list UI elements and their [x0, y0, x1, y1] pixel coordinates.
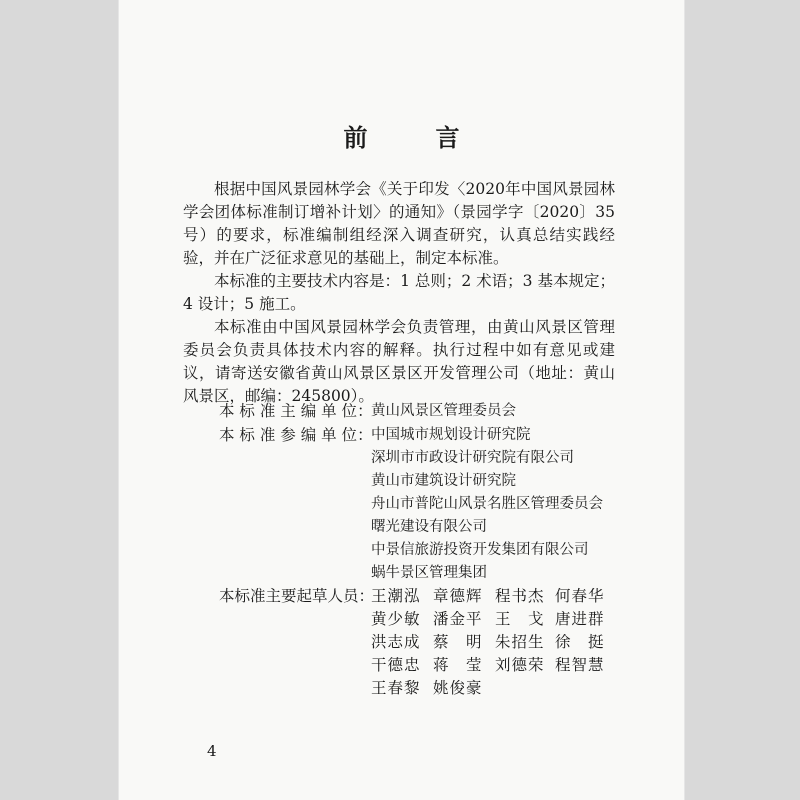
- drafter-name: 何春华: [555, 587, 605, 605]
- preface-paragraph-1: 根据中国风景园林学会《关于印发〈2020年中国风景园林学会团体标准制订增补计划〉的通知》（景园学字〔2020〕35号）的要求，标准编制组经深入调查研究，认真总结实践经验，并在广泛征求意见的基础上，制定本标准。: [183, 180, 615, 267]
- drafter-name: 刘德荣: [495, 656, 545, 674]
- preface-paragraph-2: 本标准的主要技术内容是：1 总则；2 术语；3 基本规定；4 设计；5 施工。: [183, 272, 615, 313]
- drafter-name: 潘金平: [433, 610, 483, 628]
- participating-unit: 舟山市普陀山风景名胜区管理委员会: [371, 496, 603, 512]
- drafter-name: 程智慧: [555, 656, 605, 674]
- drafter-name: 王潮泓: [371, 587, 421, 605]
- document-page: [118, 0, 685, 800]
- participating-unit: 黄山市建筑设计研究院: [371, 473, 516, 489]
- participating-unit: 蜗牛景区管理集团: [371, 565, 487, 581]
- drafter-name: 章德辉: [433, 587, 483, 605]
- drafter-name: 洪志成: [371, 633, 421, 651]
- drafter-name: 姚俊豪: [433, 679, 483, 697]
- drafters-label: 本标准主要起草人员：: [219, 587, 375, 605]
- preface-paragraph-3: 本标准由中国风景园林学会负责管理，由黄山风景区管理委员会负责具体技术内容的解释。执行过程中如有意见或建议，请寄送安徽省黄山风景区景区开发管理公司（地址：黄山风景区，邮编：245800）。: [183, 318, 615, 405]
- participating-unit: 曙光建设有限公司: [371, 519, 487, 535]
- page-number: 4: [207, 742, 217, 760]
- drafter-name: 黄少敏: [371, 610, 421, 628]
- drafter-name: 蔡 明: [433, 633, 483, 651]
- participating-units-label: 本 标 准 参 编 单 位：: [219, 426, 373, 444]
- drafter-name: 王春黎: [371, 679, 421, 697]
- chief-unit-label: 本 标 准 主 编 单 位：: [219, 402, 373, 420]
- chief-unit: 黄山风景区管理委员会: [371, 403, 516, 419]
- participating-unit: 中景信旅游投资开发集团有限公司: [371, 542, 589, 558]
- participating-unit: 中国城市规划设计研究院: [371, 427, 531, 443]
- drafter-name: 朱招生: [495, 633, 545, 651]
- drafter-name: 程书杰: [495, 587, 545, 605]
- participating-unit: 深圳市市政设计研究院有限公司: [371, 450, 574, 466]
- drafter-name: 唐进群: [555, 610, 605, 628]
- drafter-name: 蒋 莹: [433, 656, 483, 674]
- drafter-name: 干德忠: [371, 656, 421, 674]
- page-title: 前 言: [343, 123, 482, 152]
- drafter-name: 徐 挺: [555, 633, 605, 651]
- drafter-name: 王 戈: [495, 610, 545, 628]
